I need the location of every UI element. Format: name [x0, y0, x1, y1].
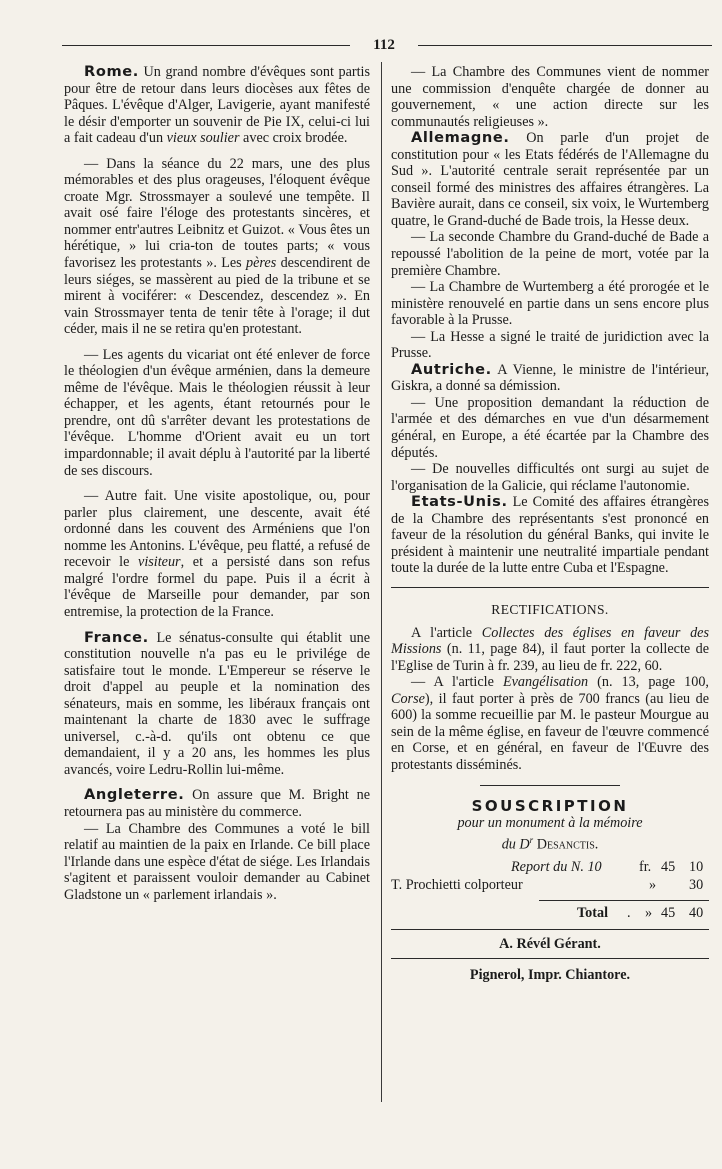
- total-row: Total . » 45 40: [577, 904, 704, 921]
- imprint-line: Pignerol, Impr. Chiantore.: [469, 967, 631, 984]
- souscription-dedicatee: du $D^r$ Desanctis.: [501, 834, 599, 853]
- autriche-heading: Autriche.: [411, 360, 492, 378]
- column-divider: [381, 62, 382, 1102]
- angleterre-paragraph-2: — La Chambre des Communes a voté le bill relatif au maintien de la paix en Irlande. Ce bill place l'Irlande dans une espèce d'état de siége. Les Irlandais s'agitent et paraissent vouloir demander au Cabinet Gladstone un « parlement irlandais ».: [64, 820, 370, 903]
- header-rule-right: [418, 45, 712, 46]
- right-column: [391, 64, 709, 984]
- rome-paragraph-1: Rome. Un grand nombre d'évêques sont partis pour être de retour dans leurs diocèses aux fêtes de Pâques. L'évêque d'Alger, Lavigerie, ayant manifesté le désir d'emporter un souvenir de Pie IX, celui-ci lui a fait cadeau d'un vieux soulier avec croix brodée.: [64, 63, 371, 147]
- gerant-rule: [391, 929, 709, 930]
- etats-unis-heading: Etats-Unis.: [411, 493, 508, 511]
- souscription-subtitle: pour un monument à la mémoire: [457, 814, 643, 831]
- angleterre-heading: Angleterre.: [84, 786, 185, 804]
- allemagne-paragraph-3: — La Chambre de Wurtemberg a été prorogée et le ministère renouvelé en partie dans un sens encore plus favorable à la Prusse.: [391, 279, 709, 329]
- allemagne-paragraph-1: Allemagne. On parle d'un projet de constitution pour « les Etats fédérés de l'Allemagne du Sud ». L'autorité centrale serait représentée par un conseil formé des ministres des affaires étrangères. La Bavière aurait, dans ce conseil, six voix, le Wurtemberg quatre, le Grand-duché de Bade trois, la Hesse deux.: [391, 129, 710, 229]
- total-rule: [539, 900, 709, 901]
- rectification-1: A l'article Collectes des églises en faveur des Missions (n. 11, page 84), il faut porter la collecte de l'Eglise de Turin à fr. 239, au lieu de fr. 222, 60.: [391, 624, 709, 674]
- souscription-title: SOUSCRIPTION: [471, 797, 629, 816]
- angleterre-paragraph-1: Angleterre. On assure que M. Bright ne retournera pas au ministère du commerce.: [64, 786, 371, 820]
- allemagne-paragraph-2: — La seconde Chambre du Grand-duché de Bade a repoussé l'abolition de la peine de mort, votée par la première Chambre.: [391, 229, 709, 279]
- angleterre-continued: — La Chambre des Communes vient de nommer une commission d'enquête chargée de donner au gouvernement, « une action directe sur les communautés religieuses ».: [391, 64, 709, 130]
- autriche-paragraph-3: — De nouvelles difficultés ont surgi au sujet de l'organisation de la Galicie, qui réclame l'autonomie.: [391, 461, 709, 494]
- autriche-paragraph-1: Autriche. A Vienne, le ministre de l'intérieur, Giskra, a donné sa démission.: [391, 360, 709, 395]
- france-heading: France.: [84, 628, 149, 646]
- entry-row: T. Prochietti colporteur » 30: [391, 876, 704, 893]
- france-paragraph: France. Le sénatus-consulte qui établit une constitution nouvelle n'a pas eu le privilége de satisfaire tout le monde. L'Empereur se réserve le droit d'appel au peuple et la nomination des sénateurs, mais en somme, les libéraux français ont maintenant la charte de 1830 avec le suffrage universel, c.-à-d. qu'ils ont obtenu ce que demandaient, il y a 20 ans, les hommes les plus avancés, voire Ledru-Rollin lui-même.: [64, 628, 370, 778]
- autriche-paragraph-2: — Une proposition demandant la réduction de l'armée et des démarches en vue d'un désarmement général, en Europe, a été écartée par la Chambre des députés.: [391, 394, 709, 461]
- section-rule: [391, 587, 709, 588]
- imprint-rule: [391, 958, 709, 959]
- rome-heading: Rome.: [84, 63, 139, 80]
- allemagne-heading: Allemagne.: [411, 129, 510, 147]
- page-header: [62, 36, 712, 54]
- etats-unis-paragraph: Etats-Unis. Le Comité des affaires étrangères de la Chambre des représentants s'est prononcé en faveur de la résolution du général Banks, qui invite le président à maintenir une neutralité impartiale pendant toute la durée de la lutte entre Cuba et l'Espagne.: [391, 493, 709, 577]
- rectification-2: — A l'article Evangélisation (n. 13, page 100, Corse), il faut porter à près de 700 francs (au lieu de 600) la somme recueillie par M. le pasteur Mourgue au sein de la même église, en faveur de l'œuvre commencé en Corse, et en général, en faveur de l'Œuvre des protestants disséminés.: [391, 674, 709, 773]
- left-column: [64, 64, 370, 903]
- allemagne-paragraph-4: — La Hesse a signé le traité de juridiction avec la Prusse.: [391, 328, 709, 362]
- report-row: Report du N. 10 fr. 45 10: [511, 858, 704, 875]
- short-rule: [480, 785, 620, 786]
- rome-paragraph-4: — Autre fait. Une visite apostolique, ou, pour parler plus clairement, une descente, avait été ordonné dans les couvent des Arméniens que l'on nomme les Antonins. L'évêque, peu flatté, a refusé de recevoir le visiteur, et a persisté dans son refus malgré l'ordre formel du pape. Puis il a écrit à l'évêque de Marseille pour demander, par son entremise, la protection de la France.: [64, 488, 370, 620]
- page-number: 112: [373, 37, 395, 53]
- header-rule-left: [62, 45, 350, 46]
- gerant-signature: A. Révél Gérant.: [499, 935, 601, 952]
- rome-paragraph-2: — Dans la séance du 22 mars, une des plus mémorables et des plus orageuses, l'éloquent évêque croate Mgr. Strossmayer a soulevé une tempête. Il avait osé faire l'éloge des protestants sincères, et nommer entr'autres Leibnitz et Guizot. « Vous êtes un hérétique, » lui cria-ton de toutes parts; « vous favorisez les protestants ». Les pères descendirent de leurs siéges, se massèrent au pied de la tribune et se mirent à vociférer: « Descendez, descendez ». En vain Strossmayer tenta de tenir tête à l'orage; il dut céder, mais il ne se retira qu'en protestant.: [64, 155, 371, 338]
- rectifications-title: RECTIFICATIONS.: [491, 601, 609, 617]
- rome-paragraph-3: — Les agents du vicariat ont été enlever de force le théologien d'un évêque arménien, dans la demeure même de l'évêque. Mais le théologien réussit à leur échapper, et les agents, étant retournés pour le prendre, ont dû s'arrêter devant les protestations de l'évêque. L'homme d'Orient avait eu un tort impardonnable; il avait déplu à l'autorité par la liberté de ses discours.: [64, 346, 370, 479]
